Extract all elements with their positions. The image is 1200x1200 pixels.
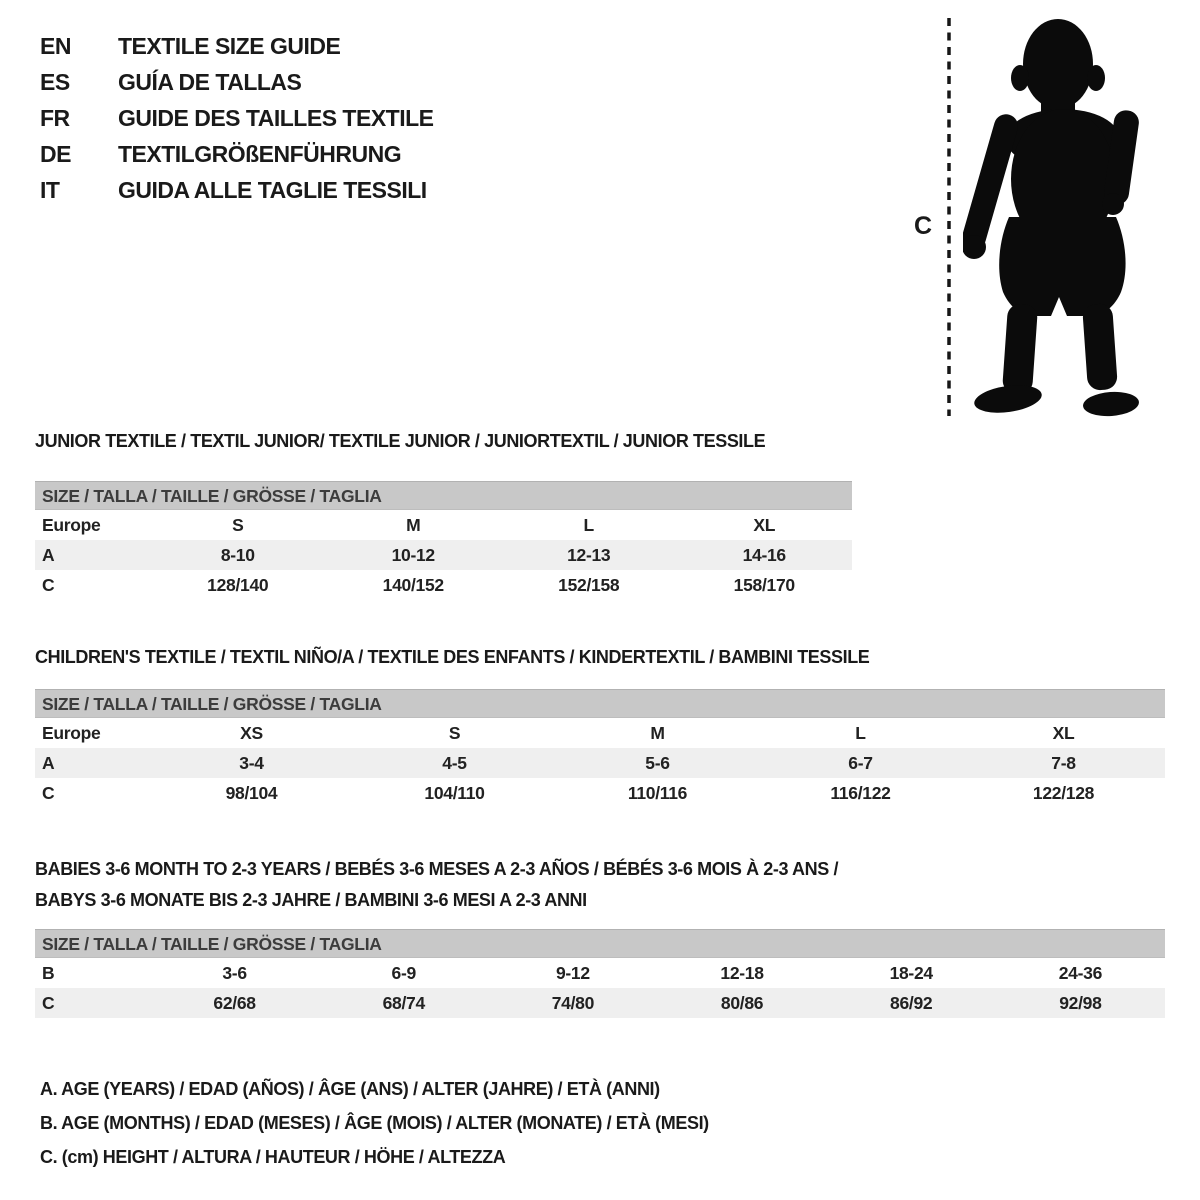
table-row — [35, 988, 1165, 1018]
table-row — [35, 958, 1165, 988]
size-cell: 122/128 — [1032, 782, 1095, 803]
size-cell: S — [232, 514, 244, 535]
size-cell: XL — [753, 514, 776, 535]
size-cell: 62/68 — [213, 992, 256, 1013]
size-cell: 6-9 — [391, 962, 416, 983]
heading-line: JUNIOR TEXTILE / TEXTIL JUNIOR/ TEXTILE JUNIOR / JUNIORTEXTIL / JUNIOR TESSILE — [35, 431, 766, 451]
size-cell: 9-12 — [555, 962, 590, 983]
size-cell: 4-5 — [442, 752, 467, 773]
row-label: C — [42, 992, 55, 1013]
language-title: TEXTILGRÖßENFÜHRUNG — [118, 141, 402, 167]
size-band-header: SIZE / TALLA / TAILLE / GRÖSSE / TAGLIA — [35, 929, 1165, 958]
language-code: EN — [40, 33, 71, 59]
footnotes — [40, 1072, 709, 1174]
size-cell: 92/98 — [1059, 992, 1102, 1013]
language-title: GUÍA DE TALLAS — [118, 69, 302, 95]
table-row — [35, 540, 852, 570]
row-label: B — [42, 962, 55, 983]
row-label: Europe — [42, 722, 101, 743]
section-children — [35, 646, 1165, 808]
language-code: ES — [40, 69, 70, 95]
size-band-header: SIZE / TALLA / TAILLE / GRÖSSE / TAGLIA — [35, 481, 852, 510]
size-cell: S — [448, 722, 461, 743]
size-cell: 8-10 — [220, 544, 255, 565]
language-title: TEXTILE SIZE GUIDE — [118, 33, 341, 59]
section-junior — [35, 430, 852, 600]
children-size-table — [35, 718, 1165, 808]
language-title: GUIDE DES TAILLES TEXTILE — [118, 105, 434, 131]
language-title: GUIDA ALLE TAGLIE TESSILI — [118, 177, 427, 203]
size-cell: 80/86 — [720, 992, 764, 1013]
language-code: IT — [40, 177, 60, 203]
size-cell: 6-7 — [848, 752, 873, 773]
size-cell: 14-16 — [742, 544, 786, 565]
row-label: C — [42, 574, 55, 595]
size-cell: 104/110 — [424, 782, 485, 803]
language-row — [40, 64, 434, 100]
size-cell: 18-24 — [889, 962, 933, 983]
size-cell: L — [583, 514, 594, 535]
table-row — [35, 778, 1165, 808]
size-cell: M — [650, 722, 665, 743]
size-cell: XL — [1052, 722, 1075, 743]
section-babies — [35, 854, 1165, 1018]
size-cell: 98/104 — [225, 782, 278, 803]
footnote-line: C. (cm) HEIGHT / ALTURA / HAUTEUR / HÖHE / ALTEZZA — [40, 1147, 506, 1167]
size-cell: 5-6 — [645, 752, 670, 773]
language-code: FR — [40, 105, 70, 131]
size-cell: L — [855, 722, 866, 743]
section-heading — [35, 854, 1165, 916]
heading-line: BABIES 3-6 MONTH TO 2-3 YEARS / BEBÉS 3-6 MESES A 2-3 AÑOS / BÉBÉS 3-6 MOIS À 2-3 ANS / — [35, 859, 839, 879]
dashed-height-line-icon — [945, 18, 953, 418]
language-code: DE — [40, 141, 71, 167]
heading-line: BABYS 3-6 MONATE BIS 2-3 JAHRE / BAMBINI 3-6 MESI A 2-3 ANNI — [35, 890, 587, 910]
size-cell: 110/116 — [627, 782, 688, 803]
size-cell: 116/122 — [830, 782, 891, 803]
table-row — [35, 510, 852, 540]
language-row — [40, 28, 434, 64]
size-cell: 7-8 — [1051, 752, 1076, 773]
language-row — [40, 172, 434, 208]
height-measure-label: C — [914, 212, 933, 240]
size-cell: 3-6 — [222, 962, 247, 983]
size-band-header: SIZE / TALLA / TAILLE / GRÖSSE / TAGLIA — [35, 689, 1165, 718]
language-row — [40, 136, 434, 172]
table-row — [35, 570, 852, 600]
size-cell: 158/170 — [733, 574, 795, 595]
size-cell: XS — [240, 722, 263, 743]
size-cell: 12-18 — [720, 962, 764, 983]
size-cell: M — [406, 514, 421, 535]
table-row — [35, 748, 1165, 778]
row-label: C — [42, 782, 55, 803]
toddler-silhouette-icon — [963, 14, 1141, 418]
language-title-list — [40, 28, 434, 208]
heading-line: CHILDREN'S TEXTILE / TEXTIL NIÑO/A / TEXTILE DES ENFANTS / KINDERTEXTIL / BAMBINI TESSILE — [35, 647, 870, 667]
babies-size-table — [35, 958, 1165, 1018]
size-cell: 86/92 — [890, 992, 933, 1013]
footnote-line: A. AGE (YEARS) / EDAD (AÑOS) / ÂGE (ANS) / ALTER (JAHRE) / ETÀ (ANNI) — [40, 1079, 660, 1099]
language-row — [40, 100, 434, 136]
size-cell: 10-12 — [391, 544, 435, 565]
size-cell: 68/74 — [382, 992, 425, 1013]
size-cell: 12-13 — [567, 544, 611, 565]
section-heading — [35, 646, 1165, 668]
row-label: A — [42, 752, 55, 773]
section-heading — [35, 430, 852, 452]
junior-size-table — [35, 510, 852, 600]
size-cell: 128/140 — [207, 574, 269, 595]
row-label: A — [42, 544, 55, 565]
size-cell: 74/80 — [551, 992, 595, 1013]
size-cell: 152/158 — [558, 574, 620, 595]
table-row — [35, 718, 1165, 748]
row-label: Europe — [42, 514, 101, 535]
size-cell: 140/152 — [382, 574, 444, 595]
footnote-line: B. AGE (MONTHS) / EDAD (MESES) / ÂGE (MOIS) / ALTER (MONATE) / ETÀ (MESI) — [40, 1113, 709, 1133]
size-cell: 3-4 — [239, 752, 264, 773]
size-cell: 24-36 — [1058, 962, 1103, 983]
